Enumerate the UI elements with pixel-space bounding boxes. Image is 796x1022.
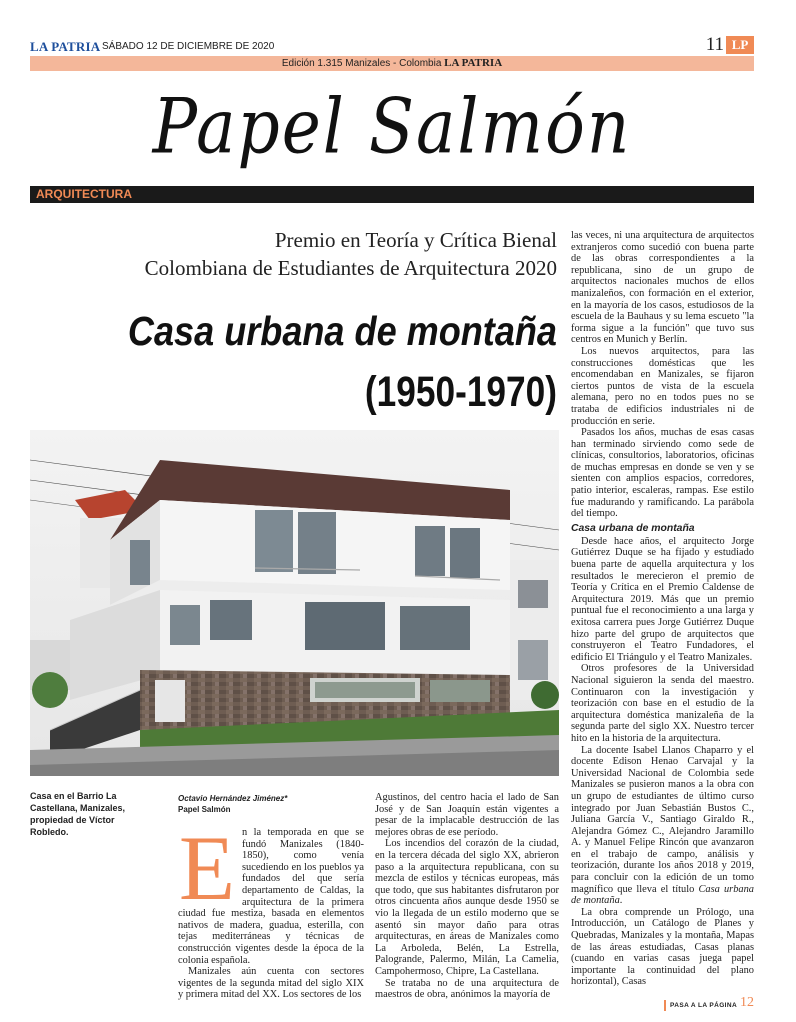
kicker <box>60 226 557 282</box>
subheading: Casa urbana de montaña <box>571 522 695 534</box>
byline-author: Octavio Hernández Jiménez* <box>178 794 288 803</box>
paragraph <box>571 745 754 907</box>
lp-badge: LP <box>726 36 754 54</box>
house-photo <box>30 430 559 776</box>
section-bar <box>30 186 754 203</box>
kicker-line-2: Colombiana de Estudiantes de Arquitectura 2020 <box>144 256 557 280</box>
byline <box>178 793 368 815</box>
headline-years: (1950-1970) <box>364 368 557 416</box>
paragraph: Desde hace años, el arquitecto Jorge Gutiérrez Duque se ha fijado y estudiado buena parte de aquella arquitectura y los resultados le merecieron el premio de Teoría y Crítica en el Premio Caldense de Arquitectura 2019. Más que un premio puntual fue el reconocimiento a una larga y exitosa carrera pues Jorge Gutiérrez Duque hizo parte del grupo de arquitectos que construyeron el Teatro Fundadores, el edificio El Triángulo y el Teatro Manizales. <box>571 535 754 663</box>
article-column-1 <box>178 817 364 1001</box>
photo-caption: Casa en el Barrio La Castellana, Manizales, propiedad de Víctor Robledo. <box>30 791 126 837</box>
paragraph: Manizales aún cuenta con sectores vigentes de la segunda mitad del siglo XIX y primera mitad del XX. Los sectores de los <box>178 966 364 1001</box>
paragraph-text: La docente Isabel Llanos Chaparro y el docente Edison Henao Carvajal y la Universidad Nacional de Colombia sede Manizales se pusieron manos a la obra con un grupo de estudiantes de último curso integrado por Juan Sebastián Bustos C., Juliana García V., Santiago Giraldo R., Alejandra Gómez C., Alejandro Jaramillo A. y Manuel Felipe Rincón que avanzaron en el trabajo de campo, análisis y teorización, durante los años 2018 y 2019, para concluir con la edición de un tomo magnífico que lleva el título <box>571 744 754 895</box>
paragraph-end: . <box>619 895 623 907</box>
article-column-3 <box>571 230 754 988</box>
masthead <box>30 72 754 182</box>
brand-logo: LA PATRIA <box>30 39 101 54</box>
masthead-title: Papel Salmón <box>152 82 632 171</box>
drop-cap: E <box>178 817 236 919</box>
paragraph: Los incendios del corazón de la ciudad, en la tercera década del siglo XX, abrieron paso a la arquitectura republicana, con su mezcla de estilos y técnicas europeas, más que todo, que sus habitantes disfrutaron por otros cincuenta años aunque desde 1950 se vio la llegada de un estilo moderno que se asentó sin mayor daño para otras arquitecturas, en áreas de Manizales como La Arboleda, Belén, La Estrella, Palogrande, Palermo, Milán, La Camelia, Campohermoso, Chipre, La Castellana. <box>375 838 559 977</box>
paragraph: Otros profesores de la Universidad Nacional siguieron la senda del maestro. Continuaron con la investigación y teorización con base en el estudio de la arquitectura doméstica manizaleña de la segunda parte del siglo XX. Nuestro tercer hito en la historia de la arquitectura. <box>571 663 754 744</box>
book-title: Casa urbana de montaña <box>571 883 754 907</box>
edition-brand: LA PATRIA <box>444 57 503 69</box>
paragraph: Pasados los años, muchas de esas casas han terminado sirviendo como sede de clínicas, consultorios, laboratorios, oficinas de muchas empresas en donde se ven y se sienten con amplios espacios, corredores, patio interior, escaleras, rampas. Ese estilo fue madurando y ramificando. La parábola del tiempo. <box>571 427 754 520</box>
kicker-line-1: Premio en Teoría y Crítica Bienal <box>274 228 557 252</box>
paragraph: las veces, ni una arquitectura de arquitectos extranjeros como sucedió con buena parte de las obras correspondientes a la republicana, sino de un grupo de arquitectos nacionales muchos de ellos manizaleños, con formación en el exterior, en la mayoría de los casos, estudiosos de la escuela de la Bauhaus y su lema escueto "la forma sigue a la función" que tuvo sus centros en Munich y Berlín. <box>571 230 754 346</box>
continue-link[interactable] <box>664 995 754 1012</box>
section-label: ARQUITECTURA <box>36 187 132 201</box>
page-number: 11 <box>705 34 724 55</box>
continue-marker <box>664 1000 666 1011</box>
edition-text: Edición 1.315 Manizales - Colombia <box>281 58 442 69</box>
paragraph: Agustinos, del centro hacia el lado de San José y de San Joaquín están vigentes a pesar de la implacable destrucción de las mejores obras de ese período. <box>375 792 559 838</box>
paragraph: n la temporada en que se fundó Manizales (1840-1850), como venía sucediendo en los pueblos ya fundados del que sería departamento de Caldas, la arquitectura de la primera ciudad fue mestiza, basada en elementos nativos de madera, guadua, esterilla, con tejas mediterráneas y técnicas de construcción vigentes desde la época de la colonia española. <box>178 827 364 966</box>
paragraph: Se trataba no de una arquitectura de maestros de obra, anónimos la mayoría de <box>375 977 559 1001</box>
continue-label: PASA A LA PÁGINA <box>670 1002 738 1009</box>
byline-outlet: Papel Salmón <box>178 805 231 814</box>
paragraph: Los nuevos arquitectos, para las construcciones domésticas que les encomendaban en Manizales, se fijaron ciertos puntos de vista de la escuela alemana, pero no en todos pues no se trataba de edificios industriales ni de producción en serie. <box>571 345 754 427</box>
paragraph: La obra comprende un Prólogo, una Introducción, un Catálogo de Planes y Quebradas, Manizales y la montaña, Mapas de las áreas estudiadas, Casas planas (cuando en varias casas juega papel importante la continuidad del plano horizontal), Casas <box>571 906 754 988</box>
headline: Casa urbana de montaña <box>127 308 557 354</box>
continue-page: 12 <box>740 995 754 1010</box>
top-bar <box>30 36 754 56</box>
issue-date: SÁBADO 12 DE DICIEMBRE DE 2020 <box>102 41 275 52</box>
article-column-2 <box>375 792 559 1001</box>
